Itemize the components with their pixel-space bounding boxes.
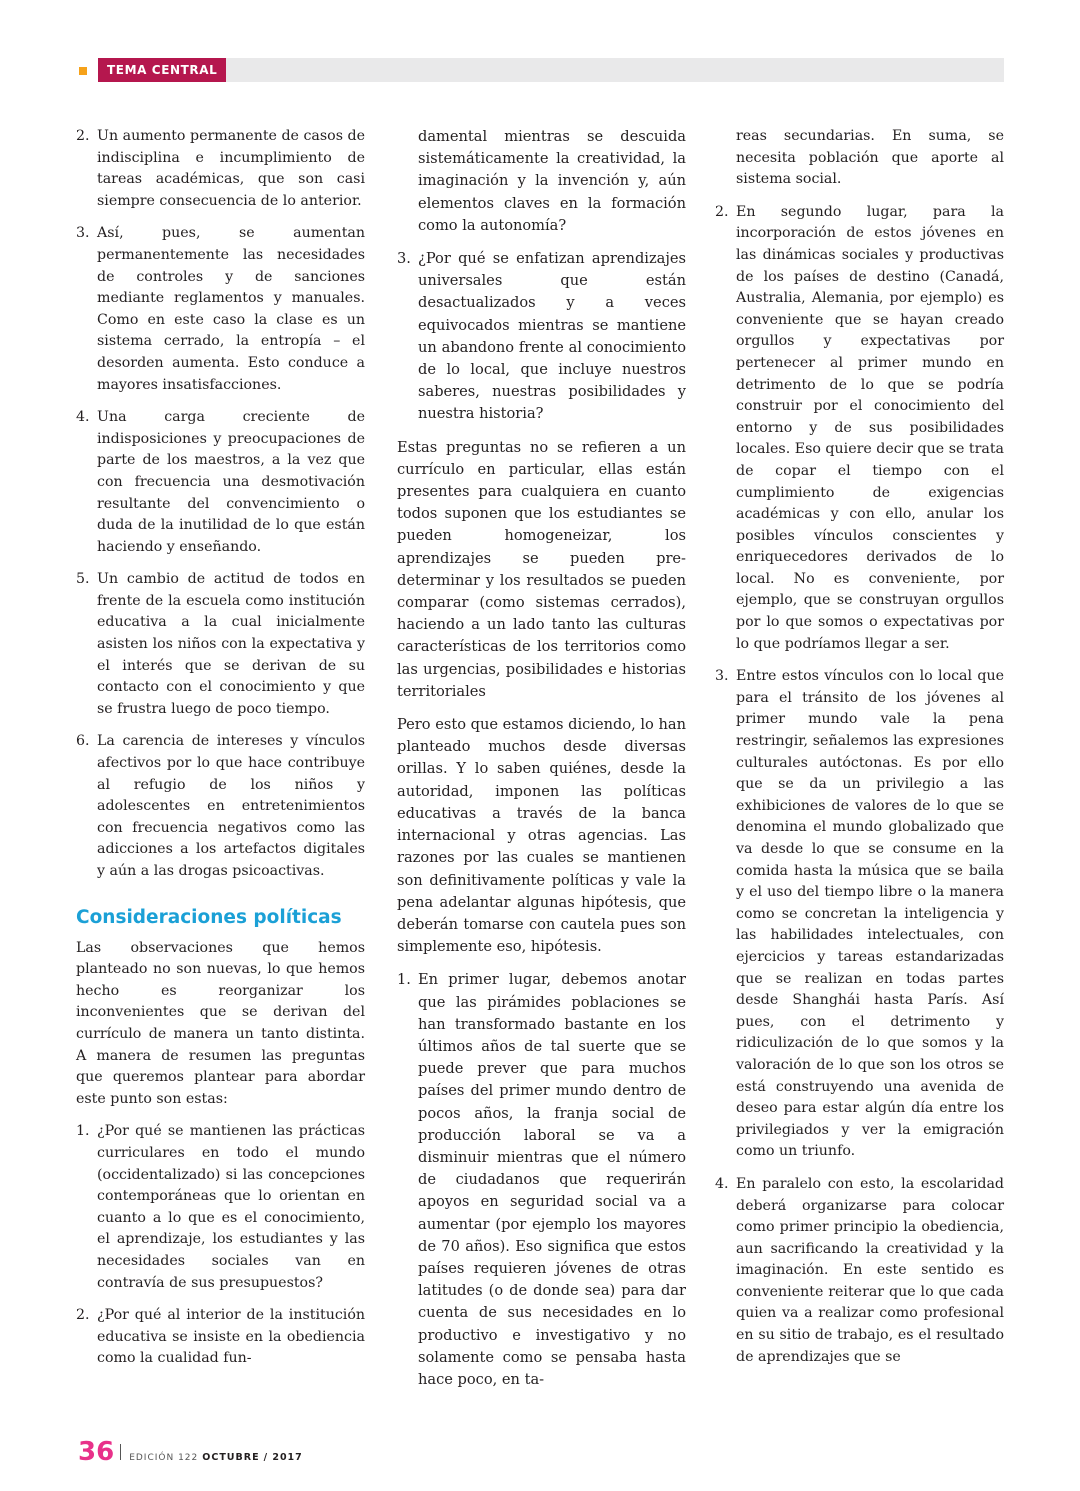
list-item [76, 223, 365, 396]
header-bar [98, 58, 1004, 82]
list-item [76, 1121, 365, 1294]
list-number: 2. [76, 128, 90, 144]
list-text: Un aumento permanente de casos de indisciplina e incumplimiento de tareas académicas, que son casi siempre consecuencia de lo anterior. [97, 128, 365, 209]
section-marker-icon [79, 67, 87, 75]
list-number: 2. [76, 1307, 90, 1324]
list-number: 2. [715, 203, 729, 220]
page-footer [78, 1437, 303, 1467]
list-text: Así, pues, se aumentan permanentemente las necesidades de controles y de sanciones mediante reglamentos y manuales. Como en este caso la clase es un sistema cerrado, la entropía – el desorden aumenta. Esto conduce a mayores insatisfacciones. [97, 225, 365, 393]
list-text: Un cambio de actitud de todos en frente de la escuela como institución educativa a la cual inicialmente asisten los niños con la expectativa y el interés que se derivan de su contacto con el conocimiento y que se frustra luego de poco tiempo. [97, 571, 365, 717]
issue-year: / 2017 [263, 1452, 303, 1463]
list-number: 4. [76, 409, 90, 426]
list-hypotheses [397, 969, 686, 1391]
section-tag: TEMA CENTRAL [98, 58, 226, 82]
list-item [397, 248, 686, 426]
paragraph: Las observaciones que hemos planteado no son nuevas, lo que hemos hecho es reorganizar los inconvenientes que se derivan del currículo de manera un tanto distinta. A manera de resumen las preguntas que queremos plantear para abordar este punto son estas: [76, 939, 365, 1107]
list-item [397, 969, 686, 1391]
list-number: 5. [76, 571, 90, 588]
list-text: ¿Por qué se enfatizan aprendizajes universales que están desactualizados y a veces equivocados mientras se mantiene un abandono frente al conocimiento de lo local, que incluye nuestros saberes, nuestras posibilidades y nuestra historia? [418, 250, 686, 423]
list-number: 3. [76, 225, 90, 242]
list-item [715, 666, 1004, 1163]
list-number: 6. [76, 733, 90, 750]
list-text: En segundo lugar, para la incorporación de estos jóvenes en las dinámicas sociales y productivas de los países de destino (Canadá, Australia, Alemania, por ejemplo) es conveniente que se hayan creado orgullos y expectativas por pertenecer al primer mundo en detrimento de lo que se podría construir por el conocimiento del entorno y de sus posibilidades locales. Eso quiere decir que se trata de copar el tiempo con el cumplimiento de exigencias académicas y con ello, anular los posibles vínculos conscientes y enriquecedores derivados de lo local. No es conveniente, por ejemplo, que se construyan orgullos por lo que somos o expectativas por lo que podríamos llegar a ser. [736, 203, 1004, 652]
list-item [76, 407, 365, 558]
page-number: 36 [78, 1437, 115, 1467]
paragraph: Estas preguntas no se refieren a un currículo en particular, ellas están presentes para cualquiera en cuanto todos suponen que los estudiantes se pueden homogeneizar, los aprendizajes se pueden pre-determinar y los resultados se pueden comparar (como sistemas cerrados), haciendo a un lado tanto las culturas características de los territorios como las urgencias, posibilidades e historias territoriales [397, 438, 686, 700]
column-2 [397, 126, 686, 1402]
list-number: 3. [715, 668, 729, 685]
list-item [76, 731, 365, 882]
list-hypotheses-cont [715, 202, 1004, 1368]
paragraph: Pero esto que estamos diciendo, lo han planteado muchos desde diversas orillas. Y lo saben quiénes, desde la autoridad, imponen las políticas educativas a través de la banca internacional y otras agencias. Las razones por las cuales se mantienen son definitivamente políticas y vale la pena adelantar algunas hipótesis, que deberán tomarse con cautela pues son simplemente eso, hipótesis. [397, 716, 686, 956]
list-text: En paralelo con esto, la escolaridad deberá organizarse para colocar como primer principio la obediencia, aun sacrificando la creatividad y la imaginación. En este sentido es conveniente reiterar que lo que cada quien va a realizar como profesional en su sitio de trabajo, es el resultado de aprendizajes que se [736, 1175, 1004, 1365]
list-questions [76, 1121, 365, 1370]
list-item [76, 126, 365, 212]
column-3 [715, 126, 1004, 1379]
list-item [76, 1305, 365, 1370]
list-item [76, 569, 365, 720]
list-consequences [76, 126, 365, 883]
continued-list-text: reas secundarias. En suma, se necesita población que aporte al sistema social. [736, 128, 1004, 188]
issue-month: OCTUBRE [202, 1452, 260, 1463]
list-questions-cont [397, 248, 686, 426]
list-text: ¿Por qué se mantienen las prácticas curriculares en todo el mundo (occidentalizado) si las concepciones contemporáneas que lo orientan en cuanto a lo que es el conocimiento, el aprendizaje, los estudiantes y las necesidades sociales van en contravía de sus presupuestos? [97, 1123, 365, 1291]
list-item [715, 1174, 1004, 1368]
list-text: En primer lugar, debemos anotar que las pirámides poblaciones se han transformado bastante en los últimos años de tal suerte que se puede prever que para muchos países del primer mundo dentro de pocos años, la franja social de producción laboral se va a disminuir mientras que el número de ciudadanos que requerirán apoyos en seguridad social va a aumentar (por ejemplo los mayores de 70 años). Eso significa que estos países requieren jóvenes de otras latitudes (o de donde sea) para dar cuenta de sus necesidades en lo productivo e investigativo y no solamente como se pensaba hasta hace poco, en ta- [418, 971, 686, 1388]
footer-divider [120, 1444, 121, 1460]
list-text: La carencia de intereses y vínculos afectivos por lo que hace contribuye al refugio de los niños y adolescentes en entretenimientos con frecuencia negativos como las adicciones a los artefactos digitales y aún a las drogas psicoactivas. [97, 733, 365, 879]
section-heading: Consideraciones políticas [76, 906, 342, 928]
edition-label: EDICIÓN 122 [129, 1453, 199, 1463]
list-text: ¿Por qué al interior de la institución educativa se insiste en la obediencia como la cualidad fun- [97, 1307, 365, 1367]
list-number: 3. [397, 250, 411, 268]
list-number: 1. [76, 1123, 90, 1140]
list-item [715, 202, 1004, 655]
list-number: 4. [715, 1175, 729, 1192]
list-text: Una carga creciente de indisposiciones y preocupaciones de parte de los maestros, a la vez que con frecuencia una desmotivación resultante del convencimiento o duda de la inutilidad de lo que están haciendo y enseñando. [97, 409, 365, 555]
list-number: 1. [397, 971, 411, 989]
list-text: Entre estos vínculos con lo local que para el tránsito de los jóvenes al primer mundo vale la pena restringir, señalemos las expresiones culturales autóctonas. Es por ello que se da un privilegio a las exhibiciones de valores de lo que se denomina el mundo globalizado que va desde lo que se consume en la comida hasta la música que se baila y el uso del tiempo libre o la manera como se concretan la inteligencia y las habilidades intelectuales, con ejercicios y tareas estandarizadas que se realizan en todas partes desde Shanghái hasta París. Así pues, con el detrimento y ridiculización de lo que somos y la valoración de lo que son los otros se está construyendo una avenida de deseo para estar algún día entre los privilegiados y ver la emigración como un triunfo. [736, 668, 1004, 1160]
continued-list-text: damental mientras se descuida sistemáticamente la creatividad, la imaginación y la invención y, aún elementos claves en la formación como la autonomía? [418, 128, 686, 234]
column-1 [76, 126, 365, 1381]
